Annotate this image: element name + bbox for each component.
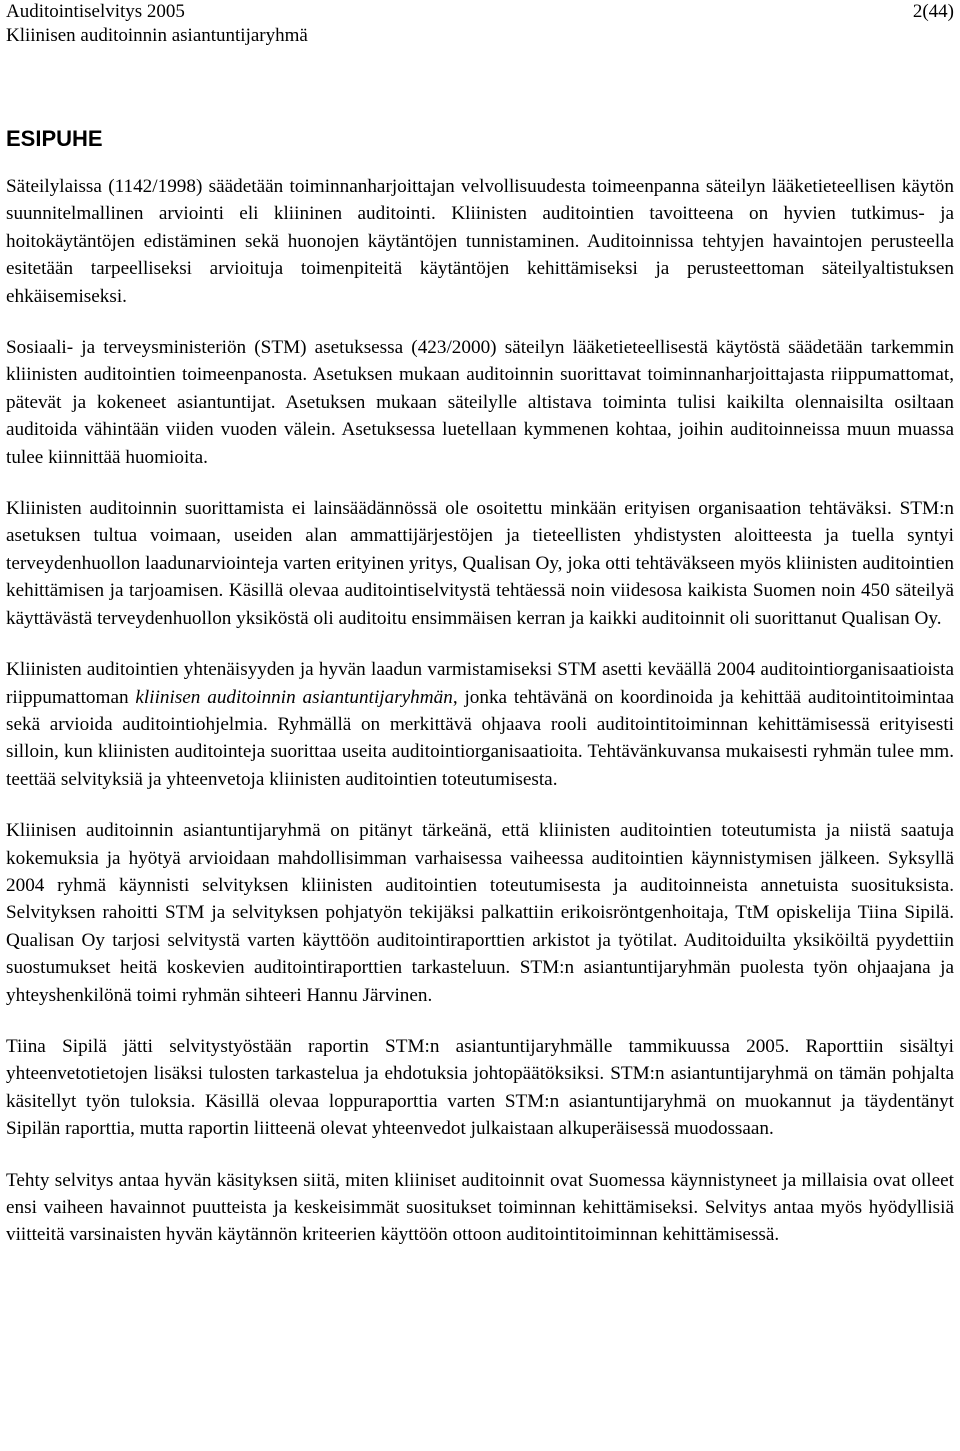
paragraph-4-text-after: , jonka tehtävänä on koordinoida ja kehittää auditointitoimintaa sekä arvioida auditointiohjelmia. Ryhmällä on merkittävä ohjaava rooli auditointitoiminnan kehittämisessä erityisesti silloin, kun kliinisten auditointeja suorittaa useita auditointiorganisaatioita. Tehtävänkuvansa mukaisesti ryhmän tulee mm. teettää selvityksiä ja yhteenvetoja kliinisten auditointien toteutumisesta. <box>6 686 954 790</box>
document-body <box>6 173 954 1273</box>
paragraph-7: Tehty selvitys antaa hyvän käsityksen siitä, miten kliiniset auditoinnit ovat Suomessa käynnistyneet ja millaisia ovat olleet ensi vaiheen havainnot puutteista ja keskeisimmät suositukset toiminnan kehittämiseksi. Selvitys antaa myös hyödyllisiä viitteitä varsinaisten hyvän käytännön kriteerien käyttöön ottoon auditointitoiminnan kehittämisessä. <box>6 1169 954 1246</box>
header-title-line1: Auditointiselvitys 2005 <box>6 1 185 22</box>
paragraph-6: Tiina Sipilä jätti selvitystyöstään raportin STM:n asiantuntijaryhmälle tammikuussa 2005. Raporttiin sisältyi yhteenvetotietojen lisäksi tulosten tarkastelua ja ehdotuksia johtopäätöksiksi. STM:n asiantuntijaryhmä on tämän pohjalta käsitellyt työn tuloksia. Käsillä olevaa loppuraporttia varten STM:n asiantuntijaryhmä on muokannut ja täydentänyt Sipilän raporttia, mutta raportin liitteenä olevat yhteenvedot julkaistaan alkuperäisessä muodossaan. <box>6 1035 954 1140</box>
paragraph-2: Sosiaali- ja terveysministeriön (STM) asetuksessa (423/2000) säteilyn lääketieteellisestä käytöstä säädetään tarkemmin kliinisten auditointien toimeenpanosta. Asetuksen mukaan auditoinnin suorittavat toiminnanharjoittajasta riippumattomat, pätevät ja kokeneet asiantuntijat. Asetuksen mukaan säteilylle altistava toiminta tulisi kaikilta olennaisilta osiltaan auditoida vähintään viiden vuoden välein. Asetuksessa luetellaan kymmenen kohtaa, joihin auditoinneissa muun muassa tulee kiinnittää huomioita. <box>6 337 954 468</box>
paragraph-4-text-before: Kliinisten auditointien yhtenäisyyden ja hyvän laadun varmistamiseksi STM asetti keväällä 2004 auditointiorganisaatioista riippumattoman <box>6 659 954 708</box>
page-number: 2(44) <box>912 1 954 22</box>
header-title-line2: Kliinisen auditoinnin asiantuntijaryhmä <box>6 25 308 46</box>
section-heading: ESIPUHE <box>6 126 103 151</box>
paragraph-1: Säteilylaissa (1142/1998) säädetään toiminnanharjoittajan velvollisuudesta toimeenpanna säteilyn lääketieteellisen käytön suunnitelmallinen arviointi eli kliininen auditointi. Kliinisten auditointien tavoitteena on hyvien tutkimus- ja hoitokäytäntöjen edistäminen sekä huonojen käytäntöjen tunnistaminen. Auditoinnissa tehtyjen havaintojen perusteella esitetään tarpeelliseksi arvioituja toimenpiteitä käytäntöjen kehittämiseksi ja perusteettoman säteilyaltistuksen ehkäisemiseksi. <box>6 176 954 307</box>
paragraph-5: Kliinisen auditoinnin asiantuntijaryhmä on pitänyt tärkeänä, että kliinisten auditointien toteutumista ja niistä saatuja kokemuksia ja hyötyä arvioidaan mahdollisimman varhaisessa vaiheessa auditointien käynnistymisen jälkeen. Syksyllä 2004 ryhmä käynnisti selvityksen kliinisten auditointien toteutumisesta ja auditoinneista annetuista suosituksista. Selvityksen rahoitti STM ja selvityksen pohjatyön tekijäksi palkattiin erikoisröntgenhoitaja, TtM opiskelija Tiina Sipilä. Qualisan Oy tarjosi selvitystä varten käyttöön auditointiraporttien arkistot ja työtilat. Auditoiduilta yksiköiltä pyydettiin suostumukset heitä koskevien auditointiraporttien tarkasteluun. STM:n asiantuntijaryhmän puolesta työn ohjaajana ja yhteyshenkilönä toimi ryhmän sihteeri Hannu Järvinen. <box>6 820 954 1006</box>
paragraph-3: Kliinisten auditoinnin suorittamista ei lainsäädännössä ole osoitettu minkään erityisen organisaation tehtäväksi. STM:n asetuksen tultua voimaan, useiden alan ammattijärjestöjen ja tieteellisten yhdistysten aloitteesta ja tuella syntyi terveydenhuollon laadunarviointeja varten erityinen yritys, Qualisan Oy, joka otti tehtäväkseen myös kliinisten auditointien kehittämisen ja tarjoamisen. Käsillä olevaa auditointiselvitystä tehtäessä noin viidesosa kaikista Suomen noin 450 säteilyä käyttävästä terveydenhuollon yksiköstä oli auditoitu ensimmäisen kerran ja kaikki auditoinnit oli suorittanut Qualisan Oy. <box>6 498 954 629</box>
paragraph-4-italic-term: kliinisen auditoinnin asiantuntijaryhmän <box>135 686 453 708</box>
paragraph-4 <box>6 656 954 793</box>
header-title <box>6 0 308 48</box>
